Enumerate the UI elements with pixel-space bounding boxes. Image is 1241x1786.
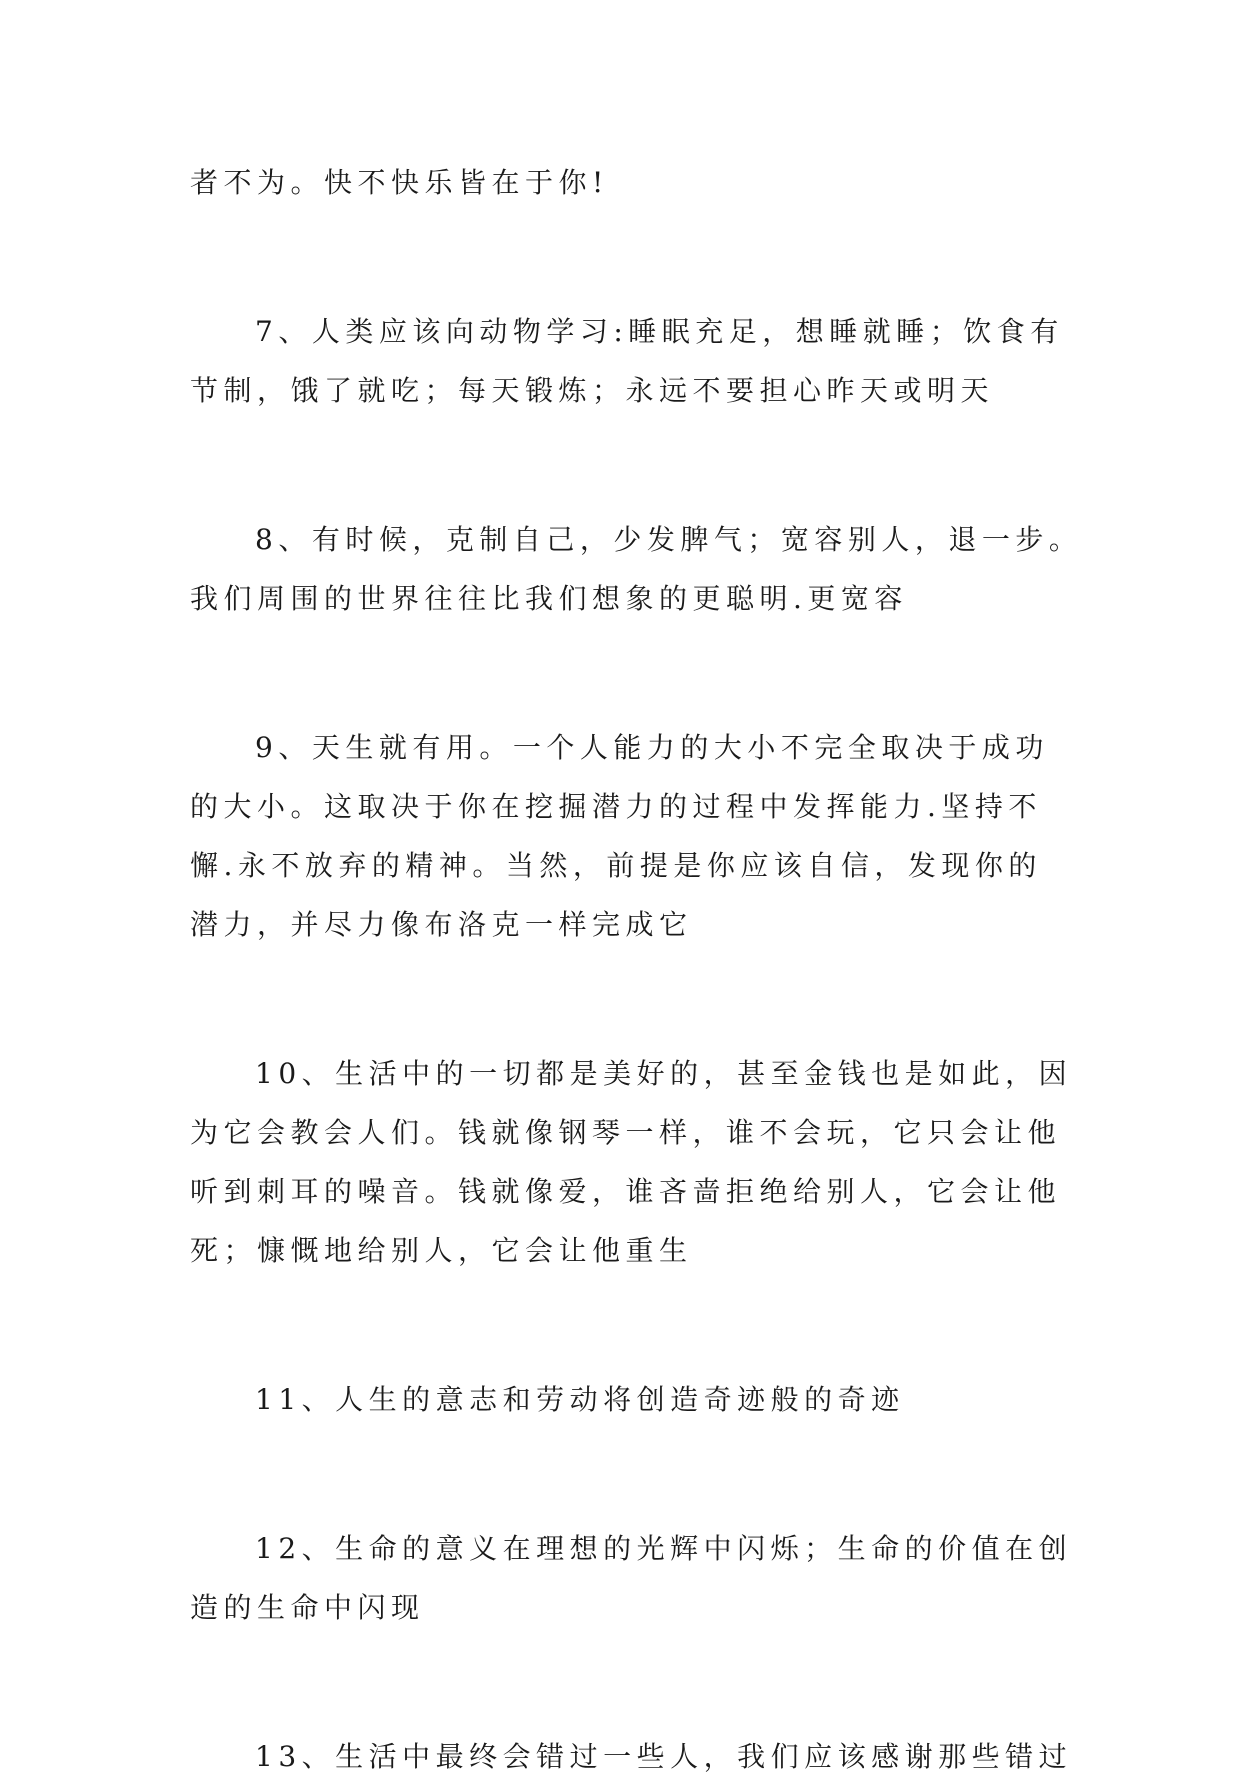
text-line: 听到刺耳的噪音。钱就像爱，谁吝啬拒绝给别人，它会让他: [190, 1175, 1062, 1208]
text-line: 8、有时候，克制自己，少发脾气；宽容别人，退一步。: [255, 523, 1083, 556]
text-line: 死；慷慨地给别人，它会让他重生: [190, 1234, 693, 1267]
paragraph-10: [190, 1044, 1073, 1280]
text-line: 7、人类应该向动物学习:睡眠充足，想睡就睡；饮食有: [255, 315, 1064, 348]
text-line: 10、生活中的一切都是美好的，甚至金钱也是如此，因: [255, 1057, 1073, 1090]
text-line: 造的生命中闪现: [190, 1591, 425, 1624]
paragraph-gap: [190, 212, 1060, 302]
document-body: [190, 153, 1083, 1786]
text-line: 13、生活中最终会错过一些人，我们应该感谢那些错过: [255, 1740, 1073, 1773]
text-line: 我们周围的世界往往比我们想象的更聪明.更宽容: [190, 582, 908, 615]
paragraph-9: [190, 718, 1060, 954]
paragraph-gap: [190, 1280, 1060, 1370]
paragraph-gap: [190, 954, 1060, 1044]
paragraph-11: [190, 1370, 1060, 1429]
paragraph-13: [190, 1727, 1073, 1786]
paragraph-gap: [190, 628, 1060, 718]
text-line: 为它会教会人们。钱就像钢琴一样，谁不会玩，它只会让他: [190, 1116, 1062, 1149]
text-line: 节制，饿了就吃；每天锻炼；永远不要担心昨天或明天: [190, 374, 995, 407]
paragraph-gap: [190, 420, 1060, 510]
paragraph-6-continuation: [190, 153, 1060, 212]
text-line: 者不为。快不快乐皆在于你!: [190, 166, 609, 199]
text-line: 12、生命的意义在理想的光辉中闪烁；生命的价值在创: [255, 1532, 1073, 1565]
text-line: 潜力，并尽力像布洛克一样完成它: [190, 908, 693, 941]
text-line: 9、天生就有用。一个人能力的大小不完全取决于成功: [255, 731, 1049, 764]
text-line: 11、人生的意志和劳动将创造奇迹般的奇迹: [255, 1383, 905, 1416]
paragraph-7: [190, 302, 1064, 420]
text-line: 的大小。这取决于你在挖掘潜力的过程中发挥能力.坚持不: [190, 790, 1042, 823]
paragraph-8: [190, 510, 1083, 628]
paragraph-gap: [190, 1429, 1060, 1519]
paragraph-gap: [190, 1637, 1060, 1727]
text-line: 懈.永不放弃的精神。当然，前提是你应该自信，发现你的: [190, 849, 1042, 882]
paragraph-12: [190, 1519, 1073, 1637]
